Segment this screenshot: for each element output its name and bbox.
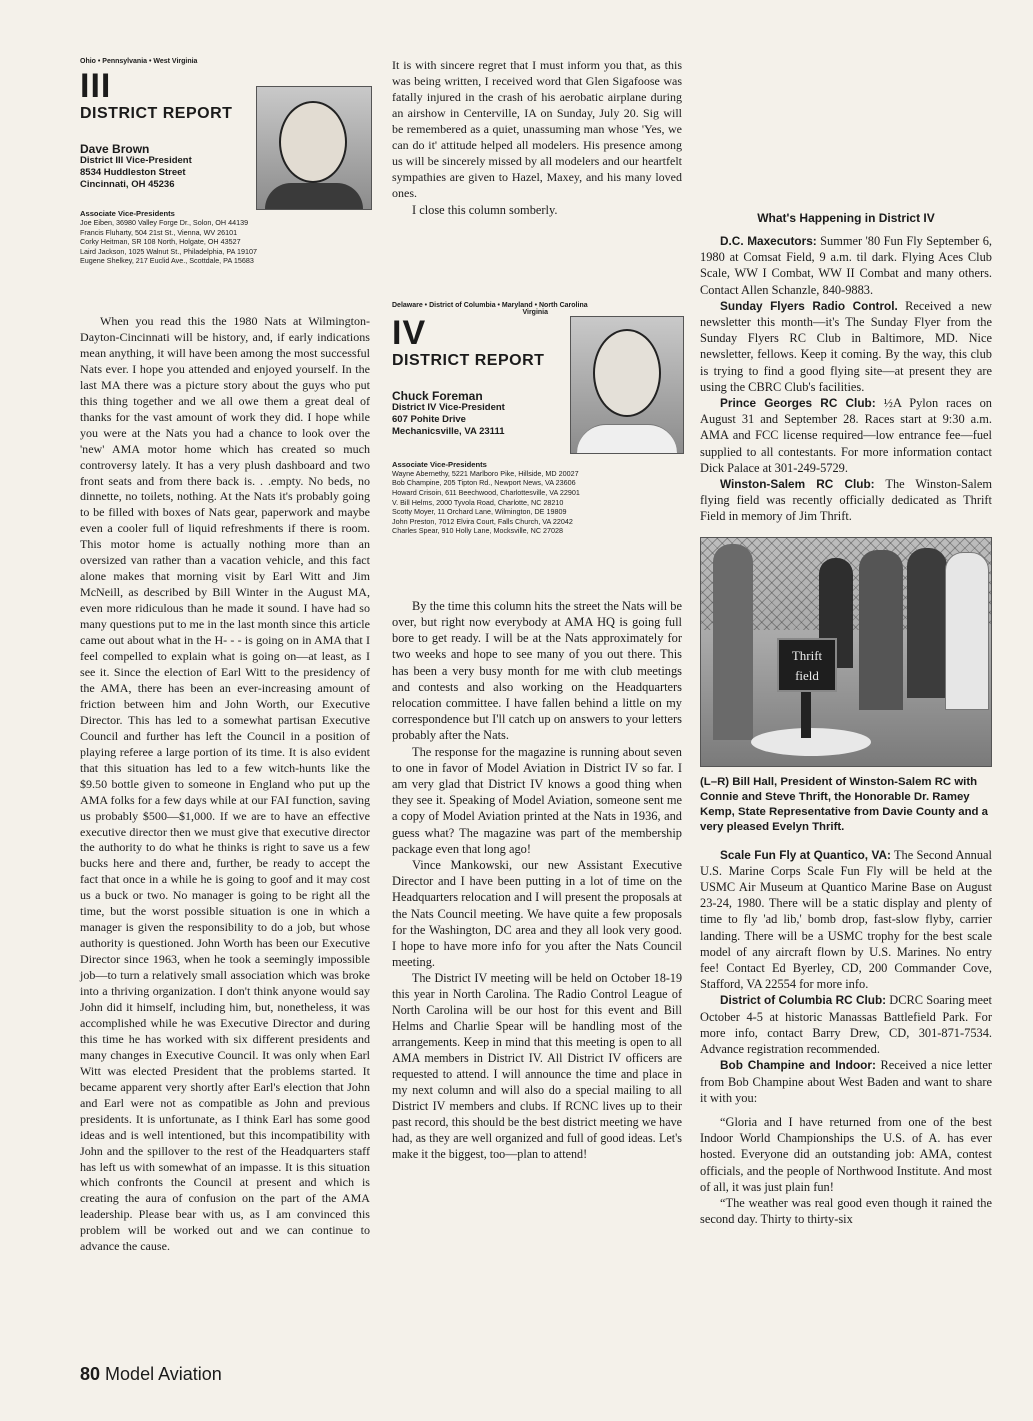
news-item: Scale Fun Fly at Quantico, VA: The Second Annual U.S. Marine Corps Scale Fun Fly will be held at the USMC Air Museum at Quantico Marine Base on August 23-24, 1980. There will be a static display and plenty of time to fly 'ad lib,' bomb drop, fast-slow flyby, carrier landing. There will be a USMC trophy for the best scale model of any aircraft flown by U.S. Marines. No entry fee! Contact Ed Byerley, CD, 200 Commander Cove, Stafford, VA 22554 for more info. [700, 847, 992, 992]
vp-name: Chuck Foreman [392, 388, 483, 403]
district-4-number: IV [392, 313, 427, 352]
district-3-title: DISTRICT REPORT [80, 105, 233, 122]
sign-line-1: Thrift [791, 647, 823, 663]
district-3-body: When you read this the 1980 Nats at Wilmington-Dayton-Cincinnati will be history, and, if early indications mean anything, it will have been among the most successful Nats ever. I hope you attended and enjoyed yourself. In the last MA there was a picture story about the guys who put this thing together and we all owe them a great deal of thanks for the vast amount of work they did. I hope while you were at the Nats you had a chance to look over the 'new' AMA motor home which has created so much controversy lately. It has a very plush dashboard and two front seats and from there back is. . .empty. No beds, no dinnette, no toilets, nothing. At the Nats it's probably going to be filled with boxes of Nats gear, paperwork and maybe even a cooler full of liquid refreshments if there is room. This motor home is actually nothing more than an oversized van rather than a vacation vehicle, and this fact alone makes that morning visit by Earl Witt and Jim McNeill, as described by Bill Winter in the August MA, even more ridiculous than he made it sound. I have had so many questions put to me in the last month since this article came out about what in the H- - - is going on in AMA that I feel compelled to explain what is going on—at least, as I see it. Since the election of Earl Witt to the presidency of the AMA, there has been an ever-increasing amount of friction between him and John Worth, our Executive Director. This has led to a somewhat partisan Executive Council and further has left the Council in a position of playing referee a large portion of its time. It is also evident that this situation has led to a few witch-hunts like the $9.50 bottle given to someone in England who put up the AMA folks for a few days while at our FAI function, saving us probably $500—$1,000. If we are to have an effective executive director then we must give that executive director the authority to do what he thinks is right to save us a few bucks here and there and, further, be ready to accept the fact that once in a while he is going to goof and it may cost us a buck or two. No manager is going to be right all the time, but the worst possible situation is one in which a manager is given the responsibility to do a job, but whose authority is questioned. John Worth has been our Executive Director since 1963, when he took a seemingly impossible job—to turn a relatively small association which was broke into a thriving organization. I don't think anyone would say John did it himself, including him, but, nonetheless, it was accomplished while he was Executive Director and during this time he has worked with six different presidents and many changes in Executive Council. It was only when Earl Witt was elected President that the problems started. It became apparent very shortly after Earl's election that John and Earl were not as compatible as John and previous presidents. It is unfortunate, as I think Earl has some good ideas and is well intentioned, but this incompatibility with John and the spillover to the rest of the Headquarters staff has left us with somewhat of an impasse. It is this situation which confronts the Council at present and which is creating the aura of confusion on the part of the AMA leadership. Please bear with us, as I am convinced this problem will be worked out and we can continue to advance the cause. [80, 314, 370, 1254]
news-item: Winston-Salem RC Club: The Winston-Salem flying field was recently officially dedicated as Thrift Field in memory of Jim Thrift. [700, 477, 992, 524]
sign-line-2: field [795, 667, 819, 683]
quote-paragraph: “Gloria and I have returned from one of the best Indoor World Championships the U.S. of A. has ever hosted. Everyone did an outstanding job: AMA, contest officials, and the people of Northwood Institute. And most of all, it was just plain fun! [700, 1114, 992, 1194]
thrift-field-photo [700, 537, 992, 767]
associate-vp: Charles Spear, 910 Holly Lane, Mocksville, NC 27028 [392, 526, 563, 536]
vp-title: District III Vice-President [80, 155, 192, 166]
district-4-header [392, 302, 682, 582]
news-item: Sunday Flyers Radio Control. Received a new newsletter this month—it's The Sunday Flyer from the Sunday Flyers RC Club in Baltimore, MD. Nice newsletter, fellows. Keep it coming. By the way, this club is trying to find a good flying site—at present they are using the CBRC Club's facilities. [700, 298, 992, 394]
news-item: Bob Champine and Indoor: Received a nice letter from Bob Champine about West Baden and want to share it with you: [700, 1058, 992, 1105]
news-item-lead: D.C. Maxecutors: [720, 234, 817, 248]
vp-address-line2: Mechanicsville, VA 23111 [392, 425, 505, 437]
associate-vp: Corky Heitman, SR 108 North, Holgate, OH 43527 [80, 237, 241, 247]
vp-address-line2: Cincinnati, OH 45236 [80, 179, 175, 190]
magazine-name: Model Aviation [105, 1364, 222, 1384]
associate-vp: Laird Jackson, 1025 Walnut St., Philadelphia, PA 19107 [80, 246, 258, 256]
district-3-header [80, 58, 370, 304]
district-3-number: III [80, 67, 112, 105]
vp-name: Dave Brown [80, 142, 150, 156]
column-1 [80, 58, 370, 1255]
page-number: 80 [80, 1364, 101, 1384]
district-4-body: The District IV meeting will be held on October 18-19 this year in North Carolina. The Radio Control League of North Carolina will be our host for this event and Bill Helms and Charlie Spear will be handling most of the arrangements. Keep in mind that this meeting is open to all AMA members in District IV. All District IV officers are requested to attend. I will announce the time and place in my next column and will also do a special mailing to all District IV members and clubs. If RCNC lives up to their past record, this should be the best district meeting we have had, as they are well organized and full of good ideas. Let's make it the biggest, too—plan to attend! [392, 971, 682, 1162]
associate-vp: Eugene Shelkey, 217 Euclid Ave., Scottdale, PA 15683 [80, 256, 254, 266]
news-item-lead: Sunday Flyers Radio Control. [720, 298, 898, 313]
associate-vp: Bob Champine, 205 Tipton Rd., Newport News, VA 23606 [392, 478, 576, 488]
district-4-title: DISTRICT REPORT [392, 351, 545, 369]
associate-vp: Francis Fluharty, 504 21st St., Vienna, WV 26101 [80, 227, 238, 237]
thrift-field-sign [777, 638, 837, 692]
associate-vp: V. Bill Helms, 2000 Tyvola Road, Charlotte, NC 28210 [392, 497, 564, 507]
district-3-body-continued: It is with sincere regret that I must inform you that, as this was being written, I received word that Glen Sigafoose was fatally injured in the crash of his aerobatic airplane during an airshow in Centerville, IA on Sunday, July 20. Sig will be remembered as a quiet, unassuming man whose 'Yes, we can do it' attitude helped all modelers. His presence among us will be sincerely missed by all modelers and our heartfelt sympathies are given to Hazel, Maxey, and his many loved ones. [392, 58, 682, 200]
associate-vp: Wayne Abernethy, 5221 Marlboro Pike, Hillside, MD 20027 [392, 468, 579, 478]
quote-paragraph: “The weather was real good even though it rained the second day. Thirty to thirty-six [700, 1195, 992, 1227]
district-4-body: By the time this column hits the street the Nats will be over, but right now everybody at AMA HQ is going full bore to get ready. I will be at the Nats approximately for two weeks and hope to see many of you out there. This has been a very busy month for me with club meetings and contests and also working on the Headquarters relocation committee. I have fallen behind a little on my correspondence but I'll catch up on answers to your letters probably after the Nats. [392, 598, 682, 743]
district-4-states: Delaware • District of Columbia • Maryland • North Carolina [392, 301, 588, 309]
associate-vp-heading: Associate Vice-Presidents [392, 459, 487, 469]
whats-happening-heading: What's Happening in District IV [757, 211, 935, 225]
district-4-body-flow-space [700, 1, 992, 201]
associate-vp: Howard Crisoin, 611 Beechwood, Charlottesville, VA 22901 [392, 487, 580, 497]
associate-vp: John Preston, 7012 Elvira Court, Falls Church, VA 22042 [392, 516, 573, 526]
district-4-body: Vince Mankowski, our new Assistant Executive Director and I have been putting in a lot of time on the Headquarters relocation and I will present the proposals at the Nats Council meeting. We have quite a few proposals for the Washington, DC area and they all look very good. I hope to have more info for you after the Nats Council meeting. [392, 858, 682, 970]
vp-address-line1: 607 Pohite Drive [392, 413, 466, 425]
chuck-foreman-portrait [570, 316, 684, 454]
news-item-lead: Winston-Salem RC Club: [720, 477, 875, 492]
associate-vp: Scotty Moyer, 11 Orchard Lane, Wilmington, DE 19809 [392, 507, 567, 517]
page-footer [80, 1364, 222, 1385]
associate-vp-list [80, 218, 370, 266]
associate-vp: Joe Eiben, 36980 Valley Forge Dr., Solon, OH 44139 [80, 218, 249, 227]
photo-caption: (L–R) Bill Hall, President of Winston-Salem RC with Connie and Steve Thrift, the Honorable Dr. Ramey Kemp, State Representative from Davie County and a very pleased Evelyn Thrift. [700, 775, 989, 833]
news-item-lead: Bob Champine and Indoor: [720, 1058, 876, 1073]
dave-brown-portrait [256, 86, 372, 210]
news-item-lead: Scale Fun Fly at Quantico, VA: [720, 847, 891, 862]
vp-title: District IV Vice-President [392, 401, 505, 413]
news-item: Prince Georges RC Club: ½A Pylon races on August 31 and September 28. Races start at 9:30 a.m. AMA and FCC license required—low entrance fee—fuel supplied to all contestants. For more information contact Dick Palace at 301-249-5729. [700, 396, 992, 475]
news-item: D.C. Maxecutors: Summer '80 Fun Fly September 6, 1980 at Comsat Field, 9 a.m. til dark. Flying Aces Club Scale, WW I Combat, WW II Combat and many others. Contact Allen Schanzle, 840-9883. [700, 234, 992, 297]
column-3 [700, 1, 992, 1227]
news-item: District of Columbia RC Club: DCRC Soaring meet October 4-5 at historic Manassas Battlefield Park. For more info, contact Barry Drew, CD, 301-871-7534. Advance registration recommended. [700, 993, 992, 1057]
news-item-lead: District of Columbia RC Club: [720, 993, 887, 1008]
district-3-states: Ohio • Pennsylvania • West Virginia [80, 58, 198, 65]
district-4-states-2: Virginia [522, 308, 548, 316]
district-3-closing: I close this column somberly. [412, 202, 558, 217]
column-2 [392, 58, 682, 1162]
news-item-lead: Prince Georges RC Club: [720, 396, 876, 411]
district-4-body: The response for the magazine is running about seven to one in favor of Model Aviation in District IV so far. I am very glad that District IV knows a good thing when they see it. Speaking of Model Aviation, someone sent me a copy of Model Aviation printed at the Nats in 1936, and guess what? The magazine was part of the membership package even that long ago! [392, 744, 682, 856]
associate-vp-list [392, 469, 682, 536]
vp-address-line1: 8534 Huddleston Street [80, 167, 186, 178]
associate-vp-heading: Associate Vice-Presidents [80, 209, 175, 218]
